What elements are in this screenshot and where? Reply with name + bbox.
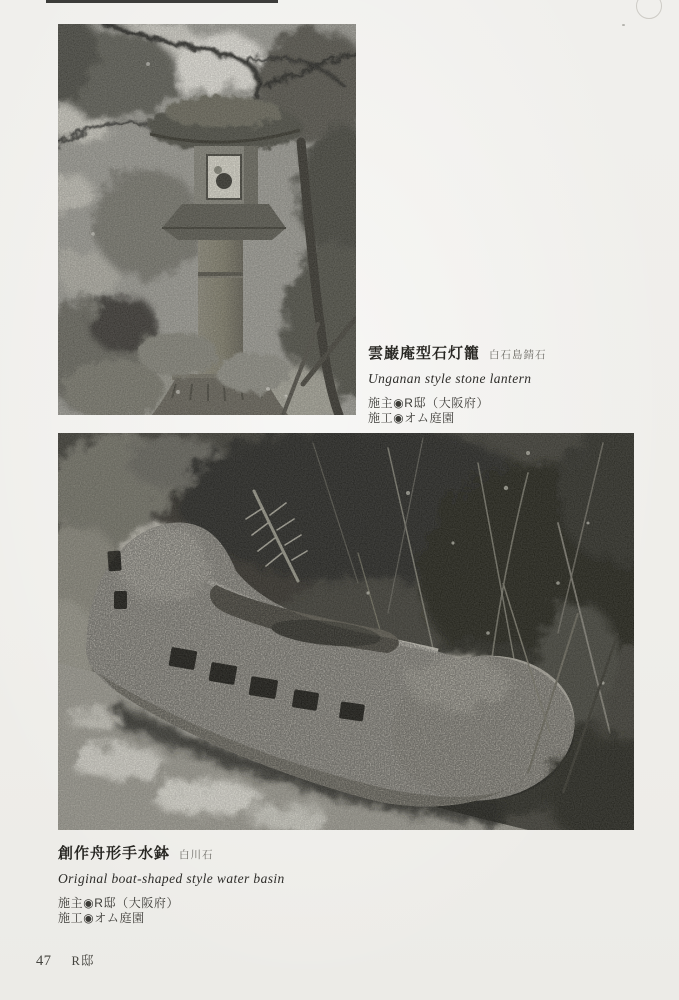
page-number: 47 xyxy=(36,953,52,969)
lantern-client-line: 施主◉R邸（大阪府） xyxy=(368,396,490,410)
lantern-credits xyxy=(368,396,668,425)
basin-credits xyxy=(58,896,478,925)
photo-grain-light xyxy=(58,433,634,830)
lantern-photo-art xyxy=(58,24,356,415)
basin-title-ja: 創作舟形手水鉢 xyxy=(58,846,171,862)
scan-edge-artifact xyxy=(46,0,278,3)
scan-speck xyxy=(622,24,625,26)
basin-photo xyxy=(58,433,634,830)
basin-title-en: Original boat-shaped style water basin xyxy=(58,871,285,886)
basin-client-line: 施主◉R邸（大阪府） xyxy=(58,896,180,910)
basin-caption xyxy=(58,842,478,925)
basin-builder-line: 施工◉オム庭園 xyxy=(58,910,145,925)
lantern-caption xyxy=(368,342,668,425)
lantern-caption-title-row xyxy=(368,342,668,363)
lantern-title-en: Unganan style stone lantern xyxy=(368,371,532,386)
lantern-builder-line: 施工◉オム庭園 xyxy=(368,410,455,425)
basin-caption-title-row xyxy=(58,842,478,863)
basin-stone-type: 白川石 xyxy=(179,849,214,861)
lantern-photo xyxy=(58,24,356,415)
lantern-title-ja: 雲巌庵型石灯籠 xyxy=(368,346,481,362)
page-footer xyxy=(36,951,94,970)
lantern-stone-type: 白石島錆石 xyxy=(489,349,547,361)
site-name: R邸 xyxy=(71,954,95,968)
basin-photo-art xyxy=(58,433,634,830)
photo-grain-light xyxy=(58,24,356,415)
page-curl-mark xyxy=(636,0,662,19)
